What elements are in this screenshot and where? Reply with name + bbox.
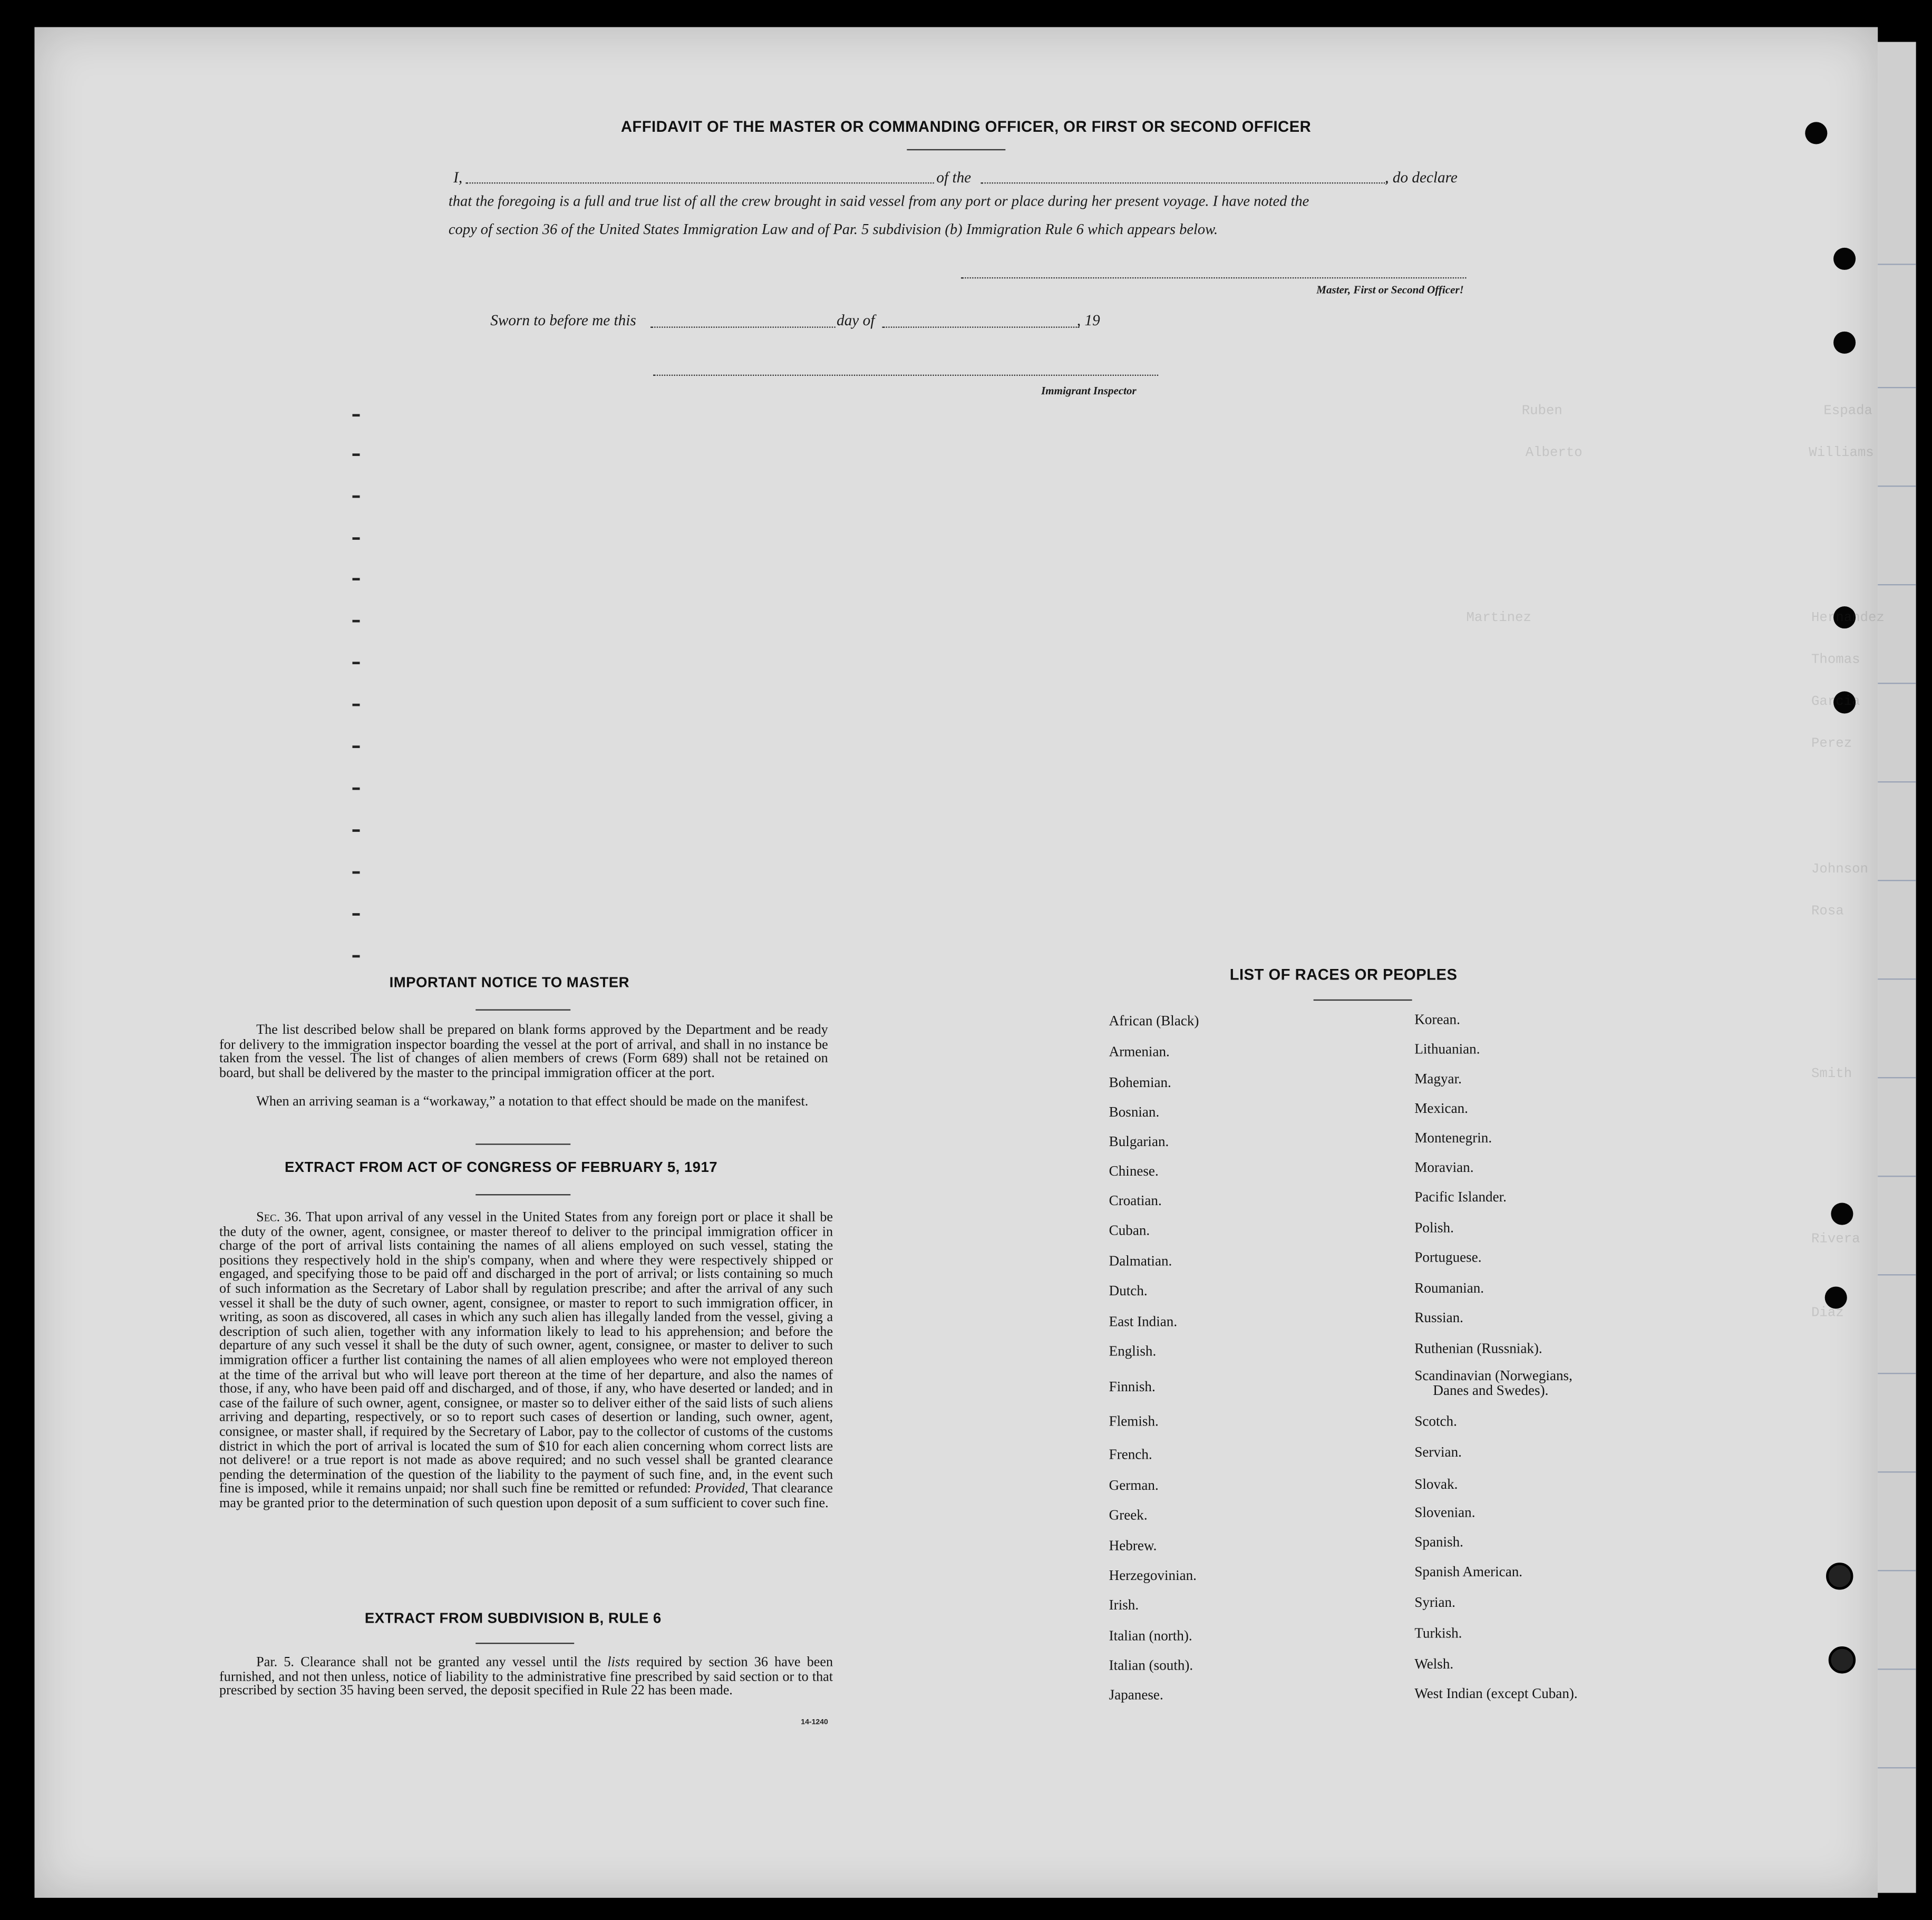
day-of-label: day of <box>837 312 875 329</box>
punch-hole <box>1831 1203 1853 1225</box>
race-item: Greek. <box>1109 1507 1148 1524</box>
act-body-part-1: That upon arrival of any vessel in the United States from any foreign port or place it shall be the duty of the owner, agent, consignee, or master thereof to deliver to the principal immigration officer in charge of the port of arrival lists containing the names of all aliens employed on such vessel, stating the positions they respectively hold in the ship's company, when and where they were respectively shipped or engaged, and specifying those to be paid off and discharged in the port of arrival; or lists containing so much of such information as the Secretary of Labor shall by regulation prescribe; and after the arrival of any such vessel it shall be the duty of such owner, agent, consignee, or master to report to such immigration officer, in writing, as soon as discovered, all cases in which any such alien has illegally landed from the vessel, giving a description of such alien, together with any information likely to lead to his apprehension; and before the departure of any such vessel it shall be the duty of such owner, agent, consignee, or master to deliver to such immigration officer a further list containing the names of all alien employees who were not employed thereon at the time of the arrival but who will leave port thereon at the time of her departure, and also the names of those, if any, who have been paid off and discharged, and of those, if any, who have deserted or landed; and in case of the failure of such owner, agent, consignee, or master so to deliver either of the said lists of such aliens arriving and departing, respectively, or so to report such cases of desertion or landing, such owner, agent, consignee, or master shall, if required by the Secretary of Labor, pay to the collector of customs of the customs district in which the port of arrival is located the sum of $10 for each alien concerning whom correct lists are not delivere! or a true report is not made as above required; and no such vessel shall be granted clearance pending the determination of the question of the liability to the payment of such fine, and, in the event such fine is imposed, while it remains unpaid; nor shall such fine be remitted or refunded: <box>219 1210 833 1497</box>
declare-text: , do declare <box>1385 169 1458 186</box>
sworn-month-field[interactable] <box>882 326 1080 327</box>
race-item: Lithuanian. <box>1414 1041 1480 1058</box>
race-item: Armenian. <box>1109 1043 1170 1060</box>
act-extract-body <box>219 1211 833 1511</box>
race-item: Turkish. <box>1414 1625 1462 1642</box>
notice-title: IMPORTANT NOTICE TO MASTER <box>389 973 630 991</box>
vessel-label: of the <box>936 169 972 186</box>
punch-hole <box>1833 248 1856 270</box>
race-item: Bulgarian. <box>1109 1133 1169 1150</box>
race-item: Russian. <box>1414 1310 1463 1326</box>
race-item: Roumanian. <box>1414 1280 1484 1297</box>
race-item: Pacific Islander. <box>1414 1189 1507 1206</box>
document-page <box>34 27 1878 1897</box>
race-item: Italian (south). <box>1109 1657 1193 1674</box>
races-title: LIST OF RACES OR PEOPLES <box>1229 966 1458 984</box>
punch-hole <box>1829 1646 1856 1673</box>
race-item: Bohemian. <box>1109 1074 1171 1091</box>
sworn-label: Sworn to before me this <box>490 312 636 329</box>
rule-extract-title: EXTRACT FROM SUBDIVISION B, RULE 6 <box>364 1609 662 1627</box>
lists-word: lists <box>607 1655 630 1670</box>
signature-caption: Master, First or Second Officer! <box>1316 283 1464 296</box>
race-item: African (Black) <box>1109 1013 1199 1029</box>
race-item: Spanish American. <box>1414 1564 1523 1580</box>
rule-body-part-2: required by section 36 have been furnished, and not then unless, notice of liability to the administrative fine prescribed by said section or to that prescribed by section 35 having been served, the deposit specified in Rule 22 has been made. <box>219 1655 833 1699</box>
race-item: Bosnian. <box>1109 1104 1160 1120</box>
race-item: Slovenian. <box>1414 1505 1475 1521</box>
punch-hole <box>1825 1286 1847 1308</box>
act-body-part-2: That clearance may be granted prior to the determination of such question upon deposit of a sum sufficient to cover such fine. <box>219 1481 833 1511</box>
race-item: Korean. <box>1414 1012 1460 1028</box>
race-item: Japanese. <box>1109 1687 1163 1703</box>
race-item: English. <box>1109 1343 1157 1360</box>
race-item: East Indian. <box>1109 1313 1178 1330</box>
race-item: Slovak. <box>1414 1476 1458 1492</box>
declarant-name-field[interactable] <box>466 182 934 183</box>
section-label: Sec. 36. <box>256 1210 302 1225</box>
race-item: Hebrew. <box>1109 1538 1157 1554</box>
race-item: Scandinavian (Norwegians, <box>1414 1368 1572 1384</box>
race-item: Danes and Swedes). <box>1433 1382 1549 1399</box>
race-item: Dalmatian. <box>1109 1253 1172 1269</box>
race-item: Finnish. <box>1109 1379 1156 1395</box>
race-item: Ruthenian (Russniak). <box>1414 1341 1542 1357</box>
race-item: Cuban. <box>1109 1222 1150 1239</box>
vessel-name-field[interactable] <box>981 182 1387 183</box>
rule-body-part-1: Par. 5. Clearance shall not be granted any vessel until the <box>256 1655 601 1670</box>
race-item: Croatian. <box>1109 1192 1162 1209</box>
race-item: Magyar. <box>1414 1071 1462 1087</box>
officer-signature-field[interactable] <box>961 277 1466 278</box>
inspector-caption: Immigrant Inspector <box>1041 384 1137 397</box>
act-extract-title: EXTRACT FROM ACT OF CONGRESS OF FEBRUARY 5, 1917 <box>284 1158 718 1176</box>
rule-extract-body <box>219 1656 833 1699</box>
race-item: Moravian. <box>1414 1159 1474 1176</box>
race-item: Montenegrin. <box>1414 1130 1492 1146</box>
race-item: Mexican. <box>1414 1100 1468 1117</box>
provided-label: Provided, <box>695 1481 749 1497</box>
notice-paragraph-1: The list described below shall be prepared on blank forms approved by the Department and be ready for delivery to the immigration inspector boarding the vessel at the port of arrival, and shall in no instance be taken from the vessel. The list of changes of alien members of crews (Form 689) shall not be retained on board, but shall be delivered by the master to the principal immigration officer at the port. <box>219 1023 828 1081</box>
race-item: Herzegovinian. <box>1109 1567 1197 1584</box>
affidavit-line-3: copy of section 36 of the United States Immigration Law and of Par. 5 subdivision (b) Immigration Rule 6 which appears below. <box>448 220 1218 238</box>
race-item: Servian. <box>1414 1444 1462 1461</box>
race-item: Syrian. <box>1414 1594 1455 1611</box>
race-item: Portuguese. <box>1414 1249 1482 1266</box>
punch-hole <box>1826 1563 1853 1589</box>
notice-paragraph-2: When an arriving seaman is a “workaway,” a notation to that effect should be made on the manifest. <box>256 1094 809 1109</box>
form-number: 14-1240 <box>801 1719 828 1727</box>
race-item: Dutch. <box>1109 1283 1148 1299</box>
sworn-day-field[interactable] <box>651 326 836 327</box>
race-item: Spanish. <box>1414 1534 1463 1550</box>
declarant-label: I, <box>453 169 463 186</box>
race-item: Polish. <box>1414 1220 1454 1236</box>
affidavit-line-2: that the foregoing is a full and true list of all the crew brought in said vessel from any port or place during her present voyage. I have noted the <box>448 192 1309 210</box>
punch-hole <box>1833 332 1856 354</box>
race-item: Scotch. <box>1414 1413 1457 1430</box>
year-label: , 19 <box>1076 312 1100 329</box>
race-item: French. <box>1109 1447 1152 1463</box>
affidavit-title: AFFIDAVIT OF THE MASTER OR COMMANDING OFFICER, OR FIRST OR SECOND OFFICER <box>620 118 1312 136</box>
race-item: Welsh. <box>1414 1656 1454 1673</box>
inspector-signature-field[interactable] <box>653 375 1158 376</box>
race-item: Chinese. <box>1109 1163 1159 1180</box>
race-item: Flemish. <box>1109 1413 1159 1430</box>
race-item: West Indian (except Cuban). <box>1414 1685 1578 1702</box>
race-item: Irish. <box>1109 1597 1139 1613</box>
race-item: German. <box>1109 1477 1159 1494</box>
race-item: Italian (north). <box>1109 1627 1192 1644</box>
scan-stage: Espada Ruben Alberto Williams Martinez Hernandez Thomas Garcia Perez Johnson Rosa Smith Rivera Diaz AFFIDAVIT OF THE MASTER OR COMMANDING OFFICER, OR FIRST OR SECOND OFFICER I, of the , do declare that the foregoing is a full and true list of all the crew brought in said vessel from any port or place during her present voyage. I have noted the copy of section 36 of the United States Immigration Law and of Par. 5 subdivision (b) Immigration Rule 6 which appears below. Master, First or Second Officer! Sworn to before me this day of , 19 Immigrant Inspector IMPORTANT NOTICE TO MASTER The list described below shall be prepared on blank forms approved by the Department and be ready for delivery to the immigration inspector boarding the vessel at the port of arrival, and shall in no instance be taken from the vessel. The list of changes of alien members of crews (Form 689) shall not be retained on board, but shall be delivered by the master to the principal immigration officer at the port. When an arriving seaman is a “workaway,” a notation to that effect should be made on the manifest. EXTRACT FROM ACT OF CONGRESS OF FEBRUARY 5, 1917 Sec. 36. That upon arrival of any vessel in the United States from any foreign port or place it shall be the duty of the owner, agent, consignee, or master thereof to deliver to the principal immigration officer in charge of the port of arrival lists containing the names of all aliens employed on such vessel, stating the positions they respectively hold in the ship's company, when and where they were respectively shipped or engaged, and specifying those to be paid off and discharged in the port of arrival; or lists containing so much of such information as the Secretary of Labor shall by regulation prescribe; and after the arrival of any such vessel it shall be the duty of such owner, agent, consignee, or master to report to such immigration officer, in writing, as soon as discovered, all cases in which any such alien has illegally landed from the vessel, giving a description of such alien, together with any information likely to lead to his apprehension; and before the departure of any such vessel it shall be the duty of such owner, agent, consignee, or master to deliver to such immigration officer a further list containing the names of all alien employees who were not employed thereon at the time of the arrival but who will leave port thereon at the time of her departure, and also the names of those, if any, who have been paid off and discharged, and of those, if any, who have deserted or landed; and in case of the failure of such owner, agent, consignee, or master so to deliver either of the said lists of such aliens arriving and departing, respectively, or so to report such cases of desertion or landing, such owner, agent, consignee, or master shall, if required by the Secretary of Labor, pay to the collector of customs of the customs district in which the port of arrival is located the sum of $10 for each alien concerning whom correct lists are not delivere! or a true report is not made as above required; and no such vessel shall be granted clearance pending the determination of the question of the liability to the payment of such fine, and, in the event such fine is imposed, while it remains unpaid; nor shall such fine be remitted or refunded: Provided, That clearance may be granted prior to the determination of such question upon deposit of a sum sufficient to cover such fine. EXTRACT FROM SUBDIVISION B, RULE 6 Par. 5. Clearance shall not be granted any vessel until the lists required by section 36 have been furnished, and not then unless, notice of liability to the administrative fine prescribed by said section or to that prescribed by section 35 having been served, the deposit specified in Rule 22 has been made. 14-1240 LIST OF RACES OR PEOPLES African (Black) Armenian. Bohemian. Bosnian. Bulgarian. Chinese. Croatian. Cuban. Dalmatian. Dutch. East Indian. English. Finnish. Flemish. French. German. Greek. Hebrew. Herzegovinian. Irish. Italian (north). Italian (south). Japanese. Korean. Lithuanian. Magyar. Mexican. Montenegrin. Moravian. Pacific Islander. Polish. Portuguese. Roumanian. Russian. Ruthenian (Russniak). Scandinavian (Norwegians, Danes and Swedes). Scotch. Servian. Slovak. Slovenian. Spanish. Spanish American. Syrian. Turkish. Welsh. West Indian (except Cuban). <box>0 0 1932 1920</box>
